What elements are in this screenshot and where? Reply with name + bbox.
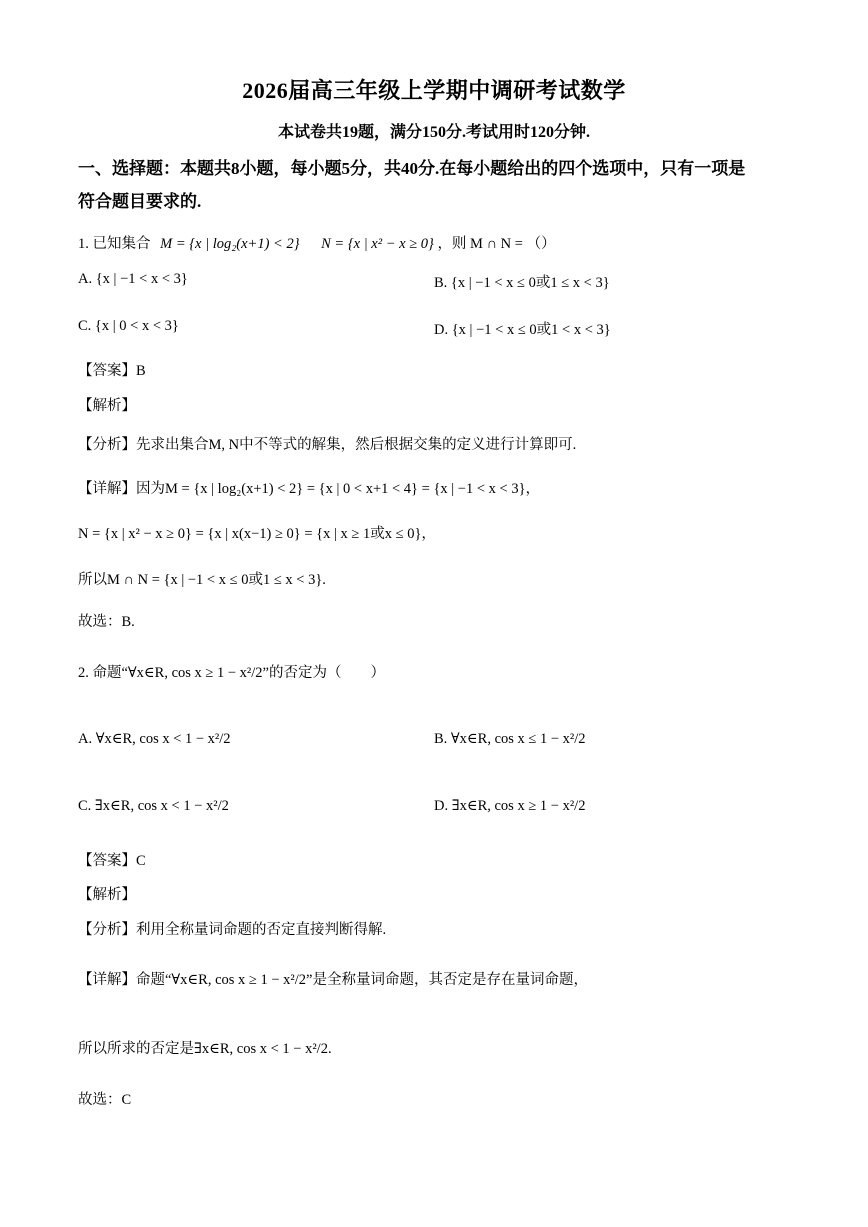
q1-option-b: B. {x | −1 < x ≤ 0或1 ≤ x < 3} bbox=[434, 275, 610, 291]
q2-analysis: 【分析】利用全称量词命题的否定直接判断得解. bbox=[78, 922, 387, 938]
page-title: 2026届高三年级上学期中调研考试数学 bbox=[242, 78, 626, 103]
section-heading-line2: 符合题目要求的. bbox=[78, 192, 202, 211]
q2-option-a: A. ∀x∈R, cos x < 1 − x²/2 bbox=[78, 731, 231, 747]
q2-stem: 2. 命题“∀x∈R, cos x ≥ 1 − x²/2”的否定为（ ） bbox=[78, 665, 385, 681]
section-heading-line1: 一、选择题：本题共8小题，每小题5分，共40分.在每小题给出的四个选项中，只有一项是 bbox=[78, 159, 746, 178]
q2-answer: 【答案】C bbox=[78, 853, 146, 869]
q1-analysis: 【分析】先求出集合M, N中不等式的解集，然后根据交集的定义进行计算即可. bbox=[78, 437, 577, 453]
q1-detail-3: 所以M ∩ N = {x | −1 < x ≤ 0或1 ≤ x < 3}. bbox=[78, 572, 326, 588]
q1-detail-1: 【详解】因为M = {x | log₂(x+1) < 2} = {x | 0 < x+1 < 4} = {x | −1 < x < 3}， bbox=[78, 481, 541, 497]
q1-answer: 【答案】B bbox=[78, 363, 146, 379]
q1-option-a: A. {x | −1 < x < 3} bbox=[78, 271, 188, 287]
q2-detail-2: 所以所求的否定是∃x∈R, cos x < 1 − x²/2. bbox=[78, 1041, 332, 1057]
q1-jiexi: 【解析】 bbox=[78, 398, 136, 414]
q1-ask: ，则 M ∩ N = （） bbox=[437, 236, 556, 252]
q1-conclusion: 故选：B. bbox=[78, 614, 135, 630]
q1-option-d: D. {x | −1 < x ≤ 0或1 < x < 3} bbox=[434, 322, 611, 338]
exam-info: 本试卷共19题，满分150分.考试用时120分钟. bbox=[277, 124, 590, 141]
q2-detail-1: 【详解】命题“∀x∈R, cos x ≥ 1 − x²/2”是全称量词命题，其否定是存在量词命题， bbox=[78, 972, 588, 988]
q1-set-n: N = {x | x² − x ≥ 0} bbox=[321, 236, 434, 252]
q2-option-b: B. ∀x∈R, cos x ≤ 1 − x²/2 bbox=[434, 731, 586, 747]
q1-option-c: C. {x | 0 < x < 3} bbox=[78, 318, 179, 334]
q2-option-c: C. ∃x∈R, cos x < 1 − x²/2 bbox=[78, 798, 229, 814]
q2-option-d: D. ∃x∈R, cos x ≥ 1 − x²/2 bbox=[434, 798, 586, 814]
q1-prefix: 1. 已知集合 bbox=[78, 236, 151, 252]
q1-detail-2: N = {x | x² − x ≥ 0} = {x | x(x−1) ≥ 0} = {x | x ≥ 1或x ≤ 0}， bbox=[78, 526, 436, 542]
q1-stem bbox=[78, 232, 556, 253]
q1-set-m: M = {x | log₂(x+1) < 2} bbox=[160, 236, 300, 252]
q2-conclusion: 故选：C bbox=[78, 1092, 132, 1108]
q2-jiexi: 【解析】 bbox=[78, 887, 136, 903]
